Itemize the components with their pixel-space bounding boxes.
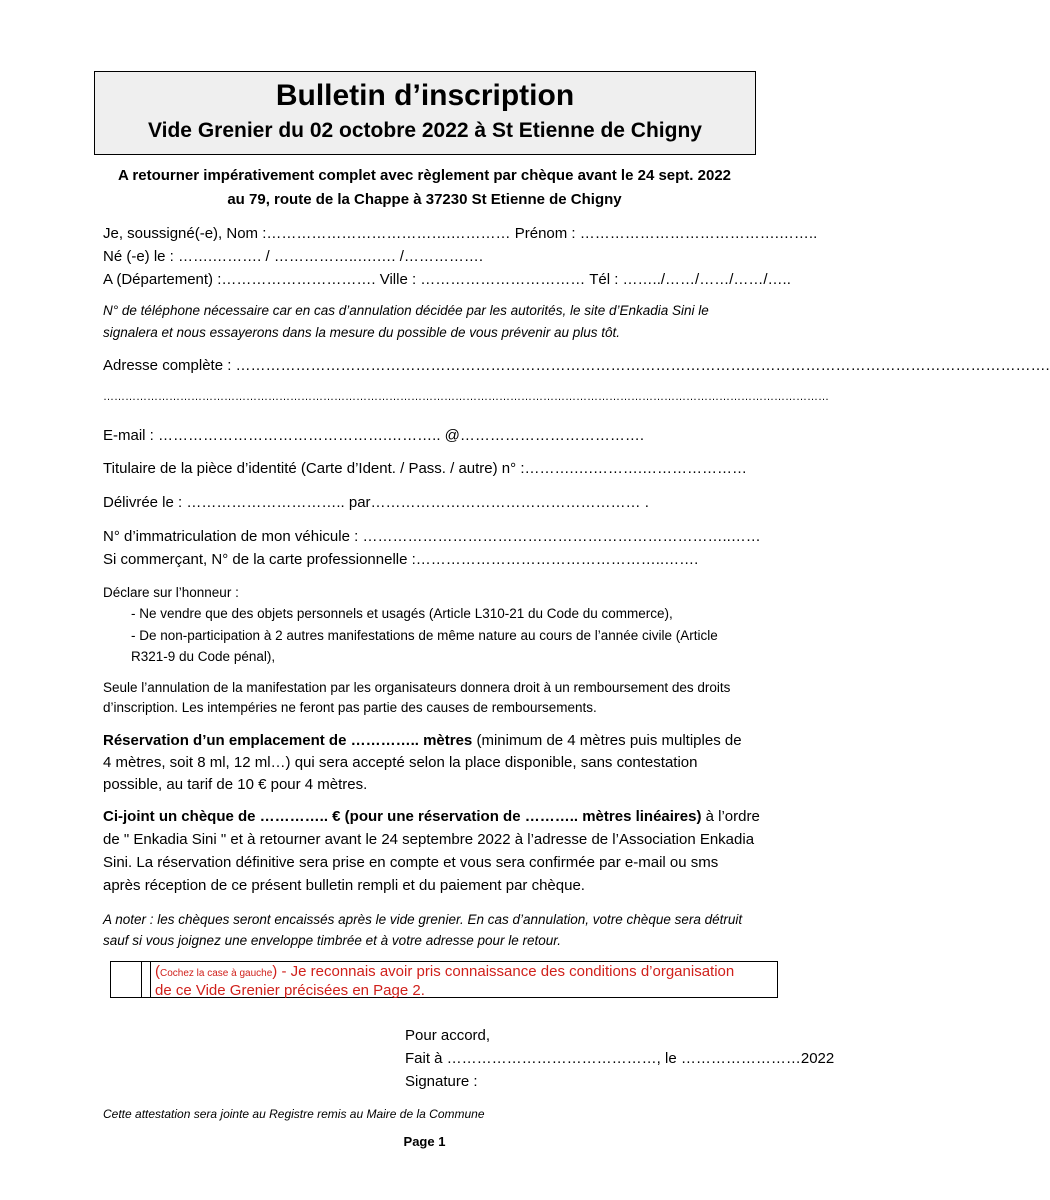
cheque-rest: à l’ordre bbox=[701, 808, 760, 825]
cheque-line-1 bbox=[103, 808, 760, 826]
identity-birthplace-line: A (Département) :…………………………. Ville : …………………………… Tél : ……../……/……/……/….. bbox=[103, 271, 791, 288]
note-line-1: A noter : les chèques seront encaissés après le vide grenier. En cas d’annulation, votre chèque sera détruit bbox=[103, 912, 743, 927]
declaration-item-2b: R321-9 du Code pénal), bbox=[131, 649, 276, 664]
refund-line-1: Seule l’annulation de la manifestation par les organisateurs donnera droit à un remboursement des droits bbox=[103, 680, 731, 695]
page-title: Bulletin d’inscription bbox=[275, 79, 575, 112]
hint-close-paren: ) bbox=[272, 963, 278, 980]
refund-line-2: d’inscription. Les intempéries ne feront pas partie des causes de remboursements. bbox=[103, 700, 597, 715]
signature-place-date: Fait à ……………………………………, le ……………………2022 bbox=[405, 1050, 835, 1067]
acknowledgement-text bbox=[151, 962, 777, 997]
identity-name-line: Je, soussigné(-e), Nom :……………………………….………… Prénom : ………………………………….…….. bbox=[103, 225, 818, 242]
delivered-line: Délivrée le : ………………………….. par……………………………………………… . bbox=[103, 494, 649, 511]
email-line: E-mail : ……………………………………….……….. @………………………………. bbox=[103, 427, 645, 444]
declaration-item-2a: - De non-participation à 2 autres manifestations de même nature au cours de l’année civile (Article bbox=[131, 628, 718, 643]
declaration-title: Déclare sur l’honneur : bbox=[103, 585, 239, 600]
vehicle-line: N° d’immatriculation de mon véhicule : ………………………………………………………………..…… bbox=[103, 528, 761, 545]
acknowledgement-checkbox[interactable] bbox=[111, 962, 142, 997]
address-line-1: Adresse complète : ………………………………………………………………………………………………………………………………………………. bbox=[103, 357, 1050, 374]
phone-note-line-2: signalera et nous essayerons dans la mesure du possible de vous prévenir au plus tôt. bbox=[103, 325, 621, 340]
page-subtitle: Vide Grenier du 02 octobre 2022 à St Etienne de Chigny bbox=[148, 119, 702, 142]
address-line-2: ……………………………………………………………………………………………………………………………………………………………………………… bbox=[103, 391, 829, 403]
identity-birthdate-line: Né (-e) le : …….………. / ……………..….…. /……………. bbox=[103, 248, 484, 265]
declaration-item-1: - Ne vendre que des objets personnels et usagés (Article L310-21 du Code du commerce), bbox=[131, 606, 673, 621]
note-line-2: sauf si vous joignez une enveloppe timbrée et à votre adresse pour le retour. bbox=[103, 933, 562, 948]
instructions-line-2: au 79, route de la Chappe à 37230 St Etienne de Chigny bbox=[227, 191, 622, 208]
title-box bbox=[94, 71, 756, 155]
cheque-line-4: après réception de ce présent bulletin rempli et du paiement par chèque. bbox=[103, 877, 585, 894]
cheque-bold: Ci-joint un chèque de ………….. € (pour une réservation de ……….. mètres linéaires) bbox=[103, 808, 702, 825]
checkbox-spacer bbox=[142, 962, 151, 997]
cheque-line-2: de " Enkadia Sini " et à retourner avant le 24 septembre 2022 à l’adresse de l’Association Enkadia bbox=[103, 831, 755, 848]
merchant-card-line: Si commerçant, N° de la carte professionnelle :…………………………………………..……. bbox=[103, 551, 699, 568]
acknowledgement-line-1: - Je reconnais avoir pris connaissance des conditions d’organisation bbox=[277, 963, 735, 980]
phone-note-line-1: N° de téléphone nécessaire car en cas d’annulation décidée par les autorités, le site d’Enkadia Sini le bbox=[103, 303, 709, 318]
cheque-line-3: Sini. La réservation définitive sera prise en compte et vous sera confirmée par e-mail ou sms bbox=[103, 854, 719, 871]
id-document-line: Titulaire de la pièce d’identité (Carte d’Ident. / Pass. / autre) n° :……….….……….………………… bbox=[103, 460, 747, 477]
reservation-bold: Réservation d’un emplacement de ………….. mètres bbox=[103, 732, 473, 749]
instructions-line-1: A retourner impérativement complet avec règlement par chèque avant le 24 sept. 2022 bbox=[117, 167, 732, 184]
reservation-line-2: 4 mètres, soit 8 ml, 12 ml…) qui sera accepté selon la place disponible, sans contestation bbox=[103, 754, 698, 771]
page-number: Page 1 bbox=[403, 1134, 446, 1149]
acknowledgement-line-2: de ce Vide Grenier précisées en Page 2. bbox=[155, 982, 425, 999]
reservation-rest: (minimum de 4 mètres puis multiples de bbox=[472, 732, 742, 749]
checkbox-hint: Cochez la case à gauche bbox=[160, 968, 273, 979]
signature-label: Signature : bbox=[405, 1073, 478, 1090]
reservation-line-3: possible, au tarif de 10 € pour 4 mètres. bbox=[103, 776, 368, 793]
signature-agree: Pour accord, bbox=[405, 1027, 491, 1044]
acknowledgement-box bbox=[110, 961, 778, 998]
reservation-line-1 bbox=[103, 732, 742, 750]
attestation-note: Cette attestation sera jointe au Registre remis au Maire de la Commune bbox=[103, 1107, 485, 1121]
hint-open-paren: ( bbox=[155, 963, 160, 980]
